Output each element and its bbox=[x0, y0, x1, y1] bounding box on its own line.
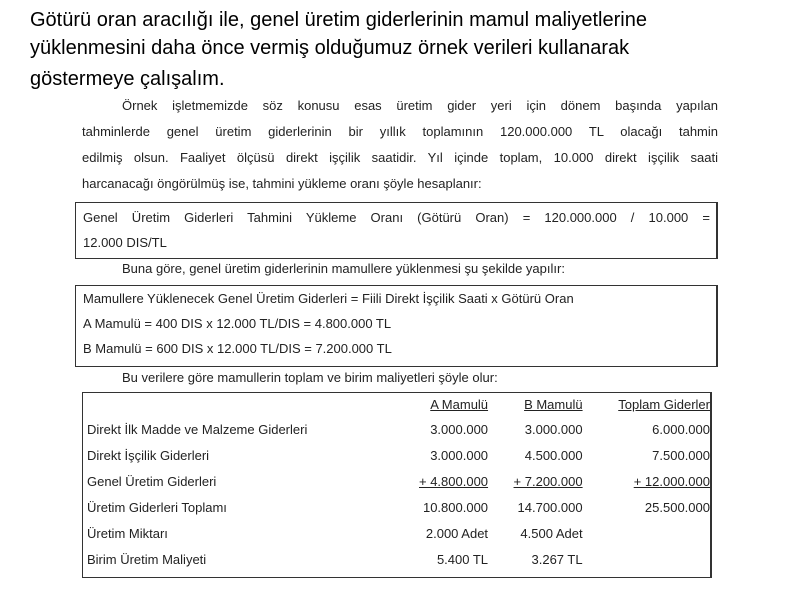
title-line: yüklenmesini daha önce vermiş olduğumuz örnek verileri kullanarak bbox=[30, 37, 630, 59]
cell-b: 3.000.000 bbox=[524, 422, 583, 437]
table-row bbox=[87, 547, 710, 573]
cell-b: 4.500.000 bbox=[524, 448, 583, 463]
header-cell: B Mamulü bbox=[524, 397, 583, 412]
cell-b: + 7.200.000 bbox=[513, 474, 583, 489]
table-row bbox=[87, 469, 710, 495]
mid-paragraph bbox=[82, 256, 718, 282]
slide-title bbox=[30, 6, 770, 96]
cell-a: 5.400 TL bbox=[436, 552, 489, 567]
cell-b: 14.700.000 bbox=[517, 500, 583, 515]
formula-line: 12.000 DIS/TL bbox=[83, 235, 167, 250]
table-intro-line: Bu verilere göre mamullerin toplam ve birim maliyetleri şöyle olur: bbox=[122, 370, 498, 385]
cell-total: 7.500.000 bbox=[652, 448, 710, 463]
header-cell bbox=[87, 393, 395, 417]
header-cell: A Mamulü bbox=[430, 397, 489, 412]
formula-line: Mamullere Yüklenecek Genel Üretim Giderleri = Fiili Direkt İşçilik Saati x Götürü Oran bbox=[83, 291, 574, 306]
cell-total: + 12.000.000 bbox=[633, 474, 710, 489]
row-label: Üretim Miktarı bbox=[87, 526, 168, 541]
cell-a: 10.800.000 bbox=[422, 500, 489, 515]
title-line: göstermeye çalışalım. bbox=[30, 68, 225, 90]
row-label: Üretim Giderleri Toplamı bbox=[87, 500, 227, 515]
cell-total: 6.000.000 bbox=[652, 422, 710, 437]
title-line: Götürü oran aracılığı ile, genel üretim giderlerinin mamul maliyetlerine bbox=[30, 9, 647, 31]
formula-box-rate bbox=[75, 202, 718, 259]
table-row bbox=[87, 417, 710, 443]
row-label: Genel Üretim Giderleri bbox=[87, 474, 217, 489]
header-cell: Toplam Giderler bbox=[618, 397, 710, 412]
intro-line: edilmiş olsun. Faaliyet ölçüsü direkt işçilik saatidir. Yıl içinde toplam, 10.000 direkt işçilik saati bbox=[82, 150, 718, 165]
cell-total bbox=[583, 547, 710, 573]
row-label: Direkt İlk Madde ve Malzeme Giderleri bbox=[87, 422, 308, 437]
cell-a: 3.000.000 bbox=[430, 448, 489, 463]
cell-total: 25.500.000 bbox=[644, 500, 710, 515]
table-row bbox=[87, 495, 710, 521]
cell-b: 4.500 Adet bbox=[520, 526, 583, 541]
formula-line: B Mamulü = 600 DIS x 12.000 TL/DIS = 7.200.000 TL bbox=[83, 341, 392, 356]
formula-box-allocation bbox=[75, 285, 718, 367]
table-intro-paragraph bbox=[82, 365, 718, 391]
cell-total bbox=[583, 521, 710, 547]
intro-line: harcanacağı öngörülmüş ise, tahmini yükleme oranı şöyle hesaplanır: bbox=[82, 176, 482, 191]
cost-table-box bbox=[82, 392, 712, 578]
table-row bbox=[87, 521, 710, 547]
row-label: Direkt İşçilik Giderleri bbox=[87, 448, 210, 463]
formula-line: A Mamulü = 400 DIS x 12.000 TL/DIS = 4.800.000 TL bbox=[83, 316, 392, 331]
cell-a: 3.000.000 bbox=[430, 422, 489, 437]
formula-line: Genel Üretim Giderleri Tahmini Yükleme Oranı (Götürü Oran) = 120.000.000 / 10.000 = bbox=[83, 210, 710, 225]
cell-a: 2.000 Adet bbox=[425, 526, 489, 541]
cost-table bbox=[87, 393, 710, 573]
row-label: Birim Üretim Maliyeti bbox=[87, 552, 207, 567]
intro-paragraph bbox=[82, 93, 718, 197]
intro-line: tahminlerde genel üretim giderlerinin bir yıllık toplamının 120.000.000 TL olacağı tahmin bbox=[82, 124, 718, 139]
intro-line: Örnek işletmemizde söz konusu esas üretim gider yeri için dönem başında yapılan bbox=[122, 98, 718, 113]
table-header-row bbox=[87, 393, 710, 417]
mid-line: Buna göre, genel üretim giderlerinin mamullere yüklenmesi şu şekilde yapılır: bbox=[122, 261, 565, 276]
cell-b: 3.267 TL bbox=[531, 552, 583, 567]
cell-a: + 4.800.000 bbox=[419, 474, 489, 489]
table-row bbox=[87, 443, 710, 469]
